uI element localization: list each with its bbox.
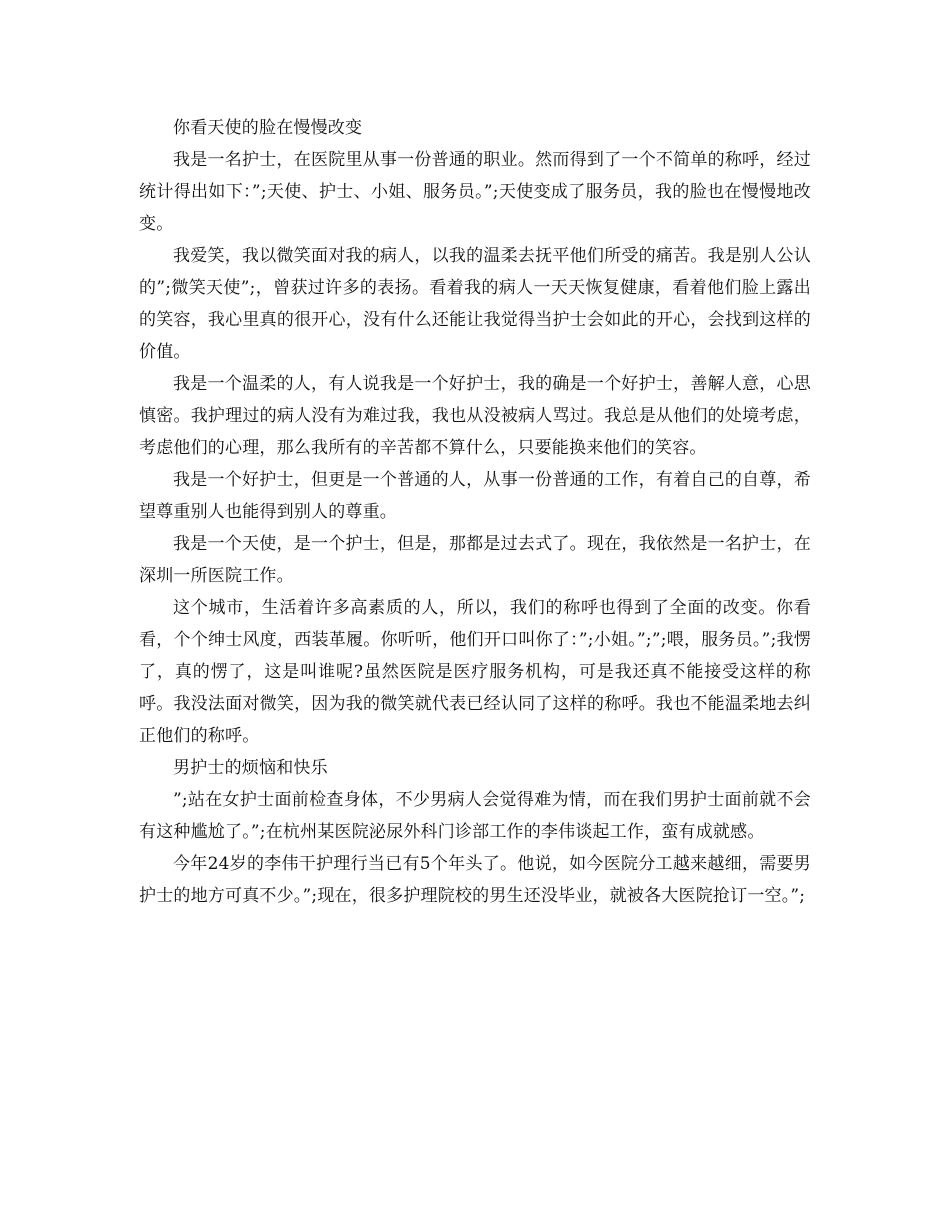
paragraph: 今年24岁的李伟干护理行当已有5个年头了。他说，如今医院分工越来越细，需要男护士的地方可真不少。”;现在，很多护理院校的男生还没毕业，就被各大医院抢订一空。”;: [139, 854, 811, 906]
paragraph: 我是一个温柔的人，有人说我是一个好护士，我的确是一个好护士，善解人意，心思慎密。我护理过的病人没有为难过我，我也从没被病人骂过。我总是从他们的处境考虑，考虑他们的心理，那么我所有的辛苦都不算什么，只要能换来他们的笑容。: [139, 374, 811, 458]
document-body: [139, 112, 811, 912]
paragraph: 我是一个天使，是一个护士，但是，那都是过去式了。现在，我依然是一名护士，在深圳一所医院工作。: [139, 534, 811, 586]
paragraph: 我爱笑，我以微笑面对我的病人，以我的温柔去抚平他们所受的痛苦。我是别人公认的”;微笑天使”;，曾获过许多的表扬。看着我的病人一天天恢复健康，看着他们脸上露出的笑容，我心里真的很开心，没有什么还能让我觉得当护士会如此的开心，会找到这样的价值。: [139, 246, 811, 362]
paragraph: 我是一个好护士，但更是一个普通的人，从事一份普通的工作，有着自己的自尊，希望尊重别人也能得到别人的尊重。: [139, 470, 811, 522]
paragraph: ”;站在女护士面前检查身体，不少男病人会觉得难为情，而在我们男护士面前就不会有这种尴尬了。”;在杭州某医院泌尿外科门诊部工作的李伟谈起工作，蛮有成就感。: [139, 790, 811, 842]
paragraph: 我是一名护士，在医院里从事一份普通的职业。然而得到了一个不简单的称呼，经过统计得出如下：”;天使、护士、小姐、服务员。”;天使变成了服务员，我的脸也在慢慢地改变。: [139, 150, 811, 234]
section-heading-angel: 你看天使的脸在慢慢改变: [173, 118, 363, 138]
paragraph: 这个城市，生活着许多高素质的人，所以，我们的称呼也得到了全面的改变。你看看，个个绅士风度，西装革履。你听听，他们开口叫你了：”;小姐。”;”;喂，服务员。”;我愣了，真的愣了，这是叫谁呢?虽然医院是医疗服务机构，可是我还真不能接受这样的称呼。我没法面对微笑，因为我的微笑就代表已经认同了这样的称呼。我也不能温柔地去纠正他们的称呼。: [139, 598, 811, 746]
section-heading-male-nurse: 男护士的烦恼和快乐: [173, 758, 328, 778]
